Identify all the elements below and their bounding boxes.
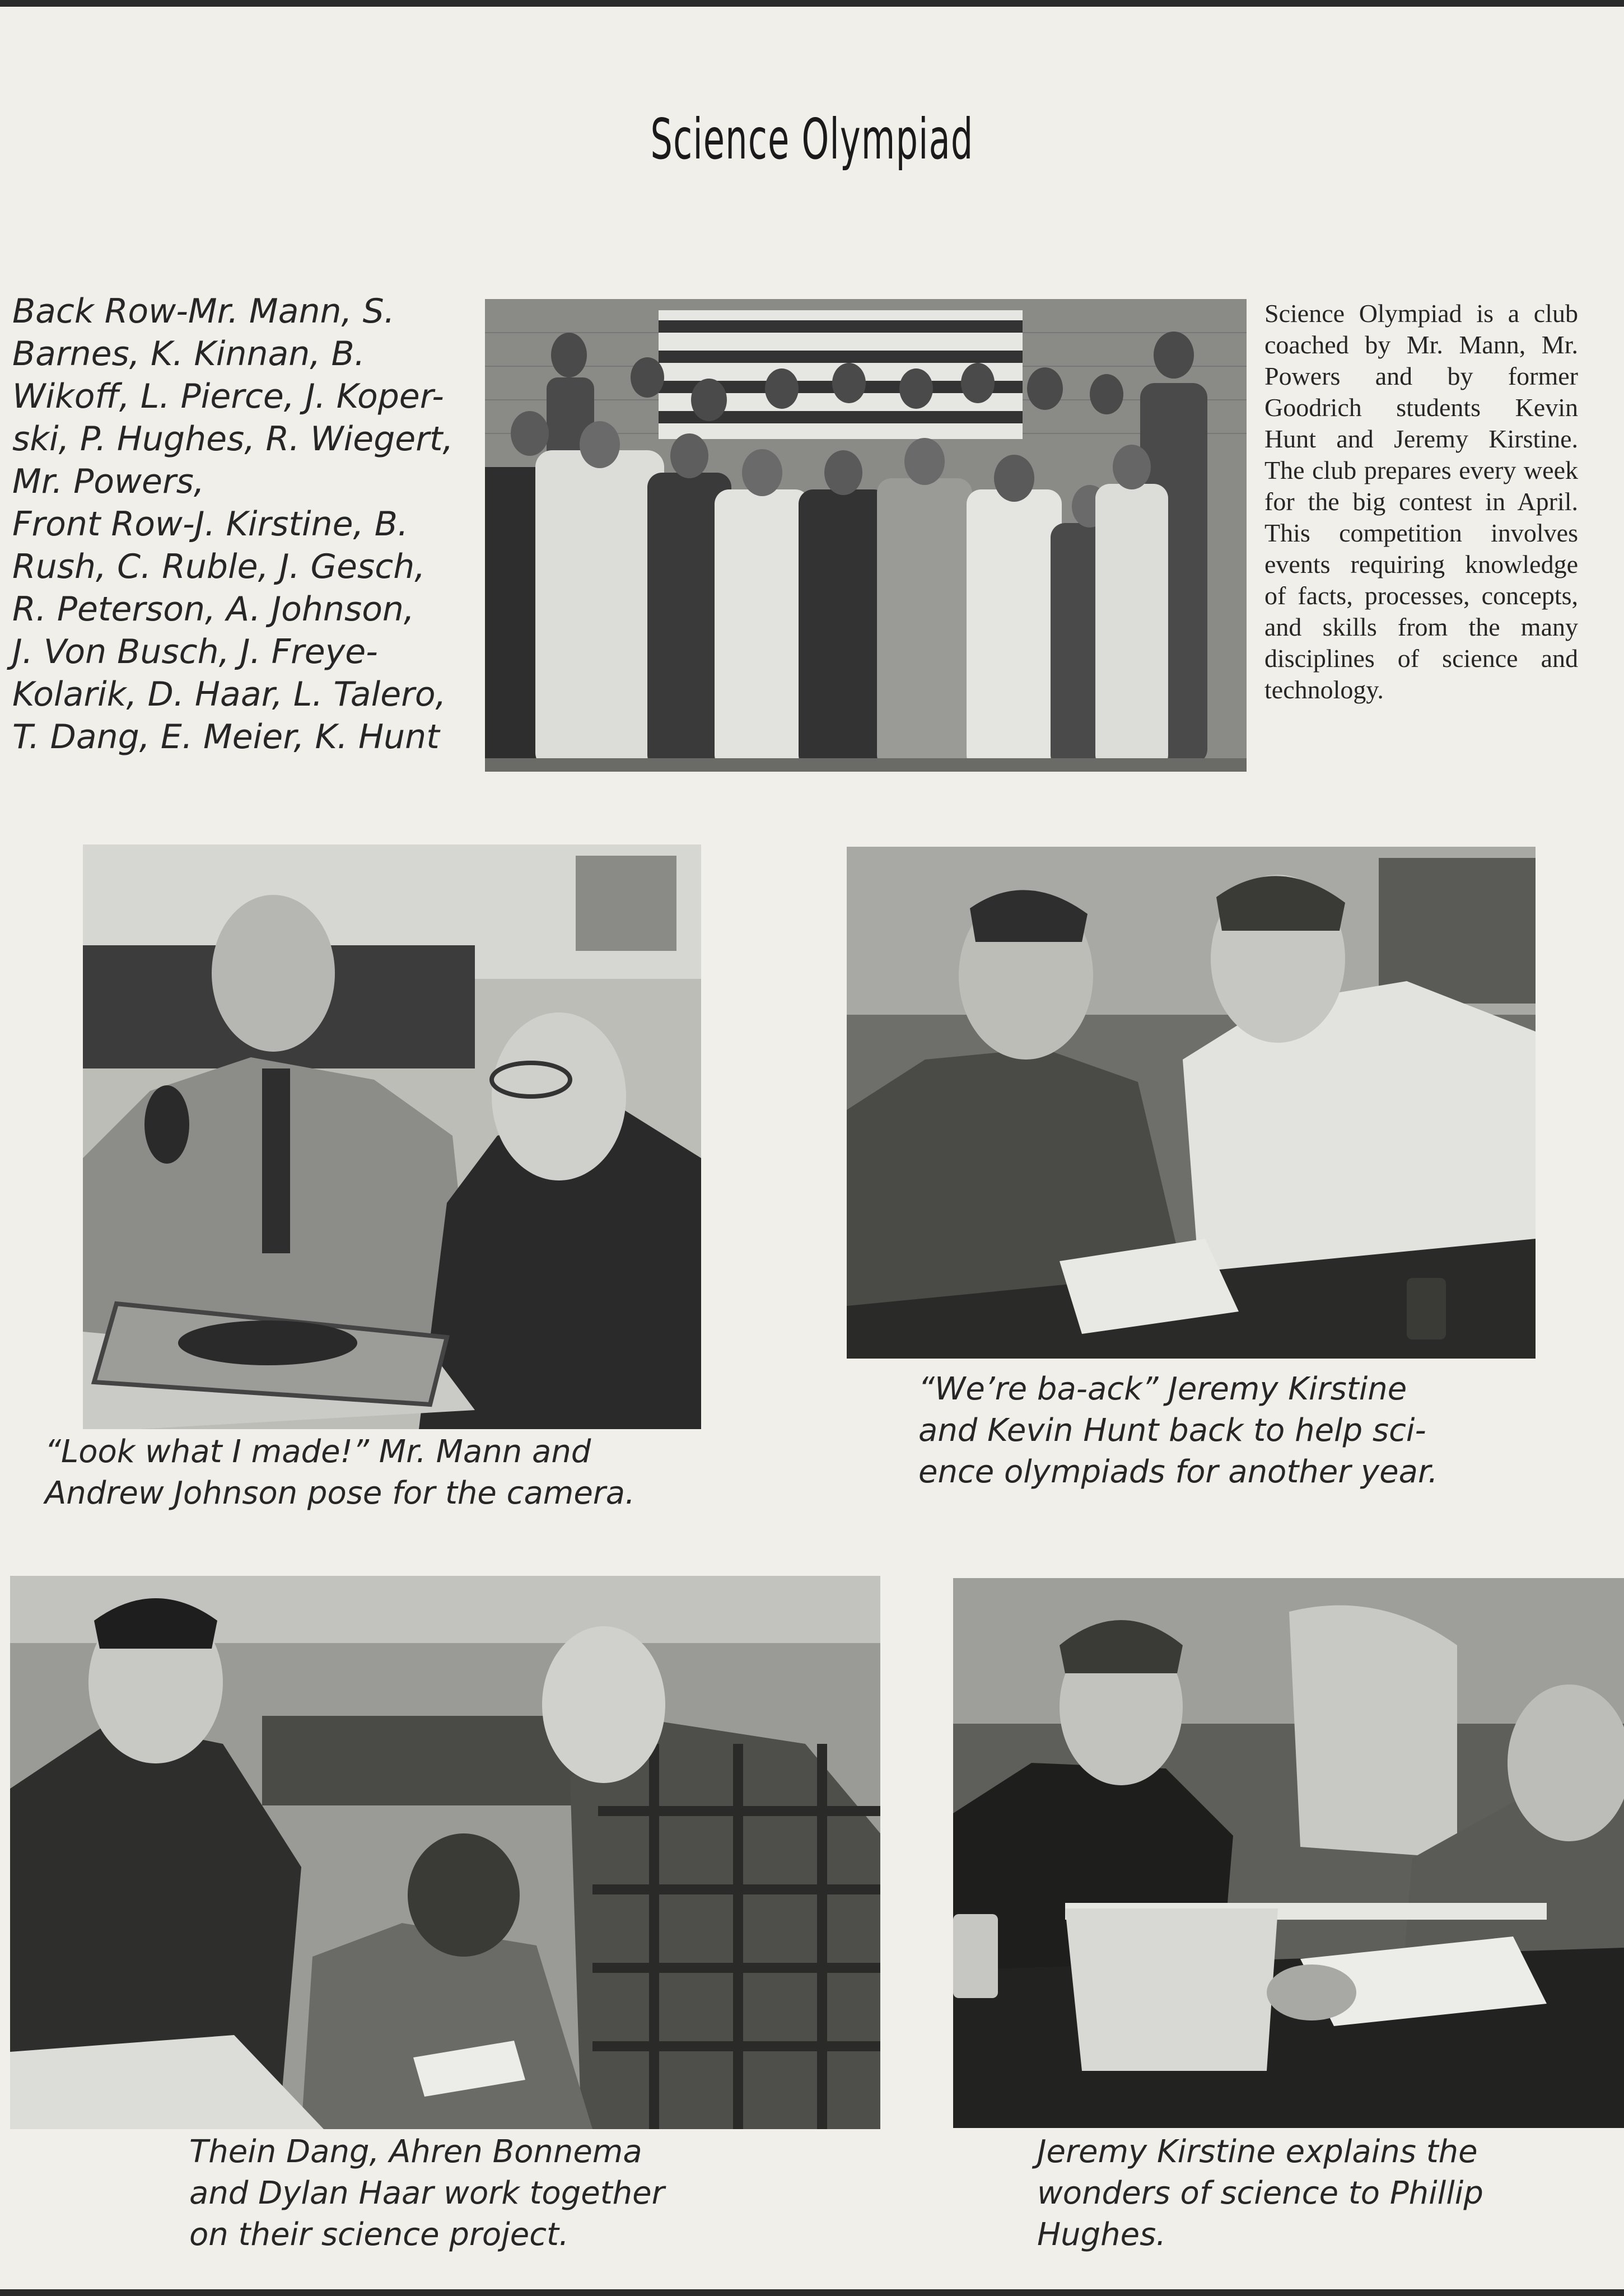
club-description: Science Olympiad is a club coached by Mr. Mann, Mr. Powers and by former Goodrich students Kevin Hunt and Jeremy Kirstine. The club prepares every week for the big contest in April. This competition involves events requiring knowledge of facts, processes, concepts, and skills from the many disciplines of science and technology. bbox=[1264, 299, 1578, 704]
roster-line: Front Row-J. Kirstine, B. bbox=[12, 505, 408, 544]
photo-mann-johnson-image bbox=[83, 844, 701, 1429]
caption-line: Thein Dang, Ahren Bonnema bbox=[189, 2134, 642, 2170]
caption-line: “We’re ba-ack” Jeremy Kirstine bbox=[918, 1371, 1407, 1407]
caption-line: Jeremy Kirstine explains the bbox=[1037, 2134, 1478, 2170]
caption-mann-johnson bbox=[45, 1431, 635, 1514]
caption-line: ence olympiads for another year. bbox=[918, 1454, 1438, 1490]
photo-kirstine-hughes bbox=[953, 1578, 1624, 2128]
roster-line: Kolarik, D. Haar, L. Talero, bbox=[12, 675, 446, 714]
group-photo-roster bbox=[12, 290, 460, 758]
photo-kirstine-hughes-image bbox=[953, 1578, 1624, 2128]
caption-dang-bonnema-haar bbox=[189, 2131, 665, 2256]
roster-line: T. Dang, E. Meier, K. Hunt bbox=[12, 717, 440, 757]
roster-line: ski, P. Hughes, R. Wiegert, bbox=[12, 419, 454, 459]
caption-kirstine-hughes bbox=[1037, 2131, 1483, 2256]
page-bottom-border bbox=[0, 2289, 1624, 2296]
roster-line: Rush, C. Ruble, J. Gesch, bbox=[12, 547, 426, 586]
caption-line: and Kevin Hunt back to help sci- bbox=[918, 1412, 1426, 1449]
roster-line: J. Von Busch, J. Freye- bbox=[12, 632, 378, 671]
caption-line: “Look what I made!” Mr. Mann and bbox=[45, 1434, 591, 1470]
caption-line: on their science project. bbox=[189, 2216, 569, 2253]
group-photo bbox=[485, 299, 1247, 772]
caption-line: Andrew Johnson pose for the camera. bbox=[45, 1475, 635, 1511]
page-title: Science Olympiad bbox=[650, 106, 974, 172]
caption-kirstine-hunt bbox=[918, 1369, 1438, 1493]
page-top-border bbox=[0, 0, 1624, 7]
photo-kirstine-hunt bbox=[847, 847, 1536, 1359]
caption-line: wonders of science to Phillip bbox=[1037, 2175, 1483, 2211]
caption-line: Hughes. bbox=[1037, 2216, 1166, 2253]
caption-line: and Dylan Haar work together bbox=[189, 2175, 665, 2211]
group-photo-image bbox=[485, 299, 1247, 772]
roster-line: Barnes, K. Kinnan, B. bbox=[12, 334, 365, 374]
roster-line: Mr. Powers, bbox=[12, 462, 204, 501]
photo-mann-johnson bbox=[83, 844, 701, 1429]
roster-line: Back Row-Mr. Mann, S. bbox=[12, 292, 395, 331]
roster-line: Wikoff, L. Pierce, J. Koper- bbox=[12, 377, 444, 416]
photo-kirstine-hunt-image bbox=[847, 847, 1536, 1359]
photo-dang-bonnema-haar bbox=[10, 1576, 880, 2129]
photo-dang-bonnema-haar-image bbox=[10, 1576, 880, 2129]
roster-line: R. Peterson, A. Johnson, bbox=[12, 590, 415, 629]
